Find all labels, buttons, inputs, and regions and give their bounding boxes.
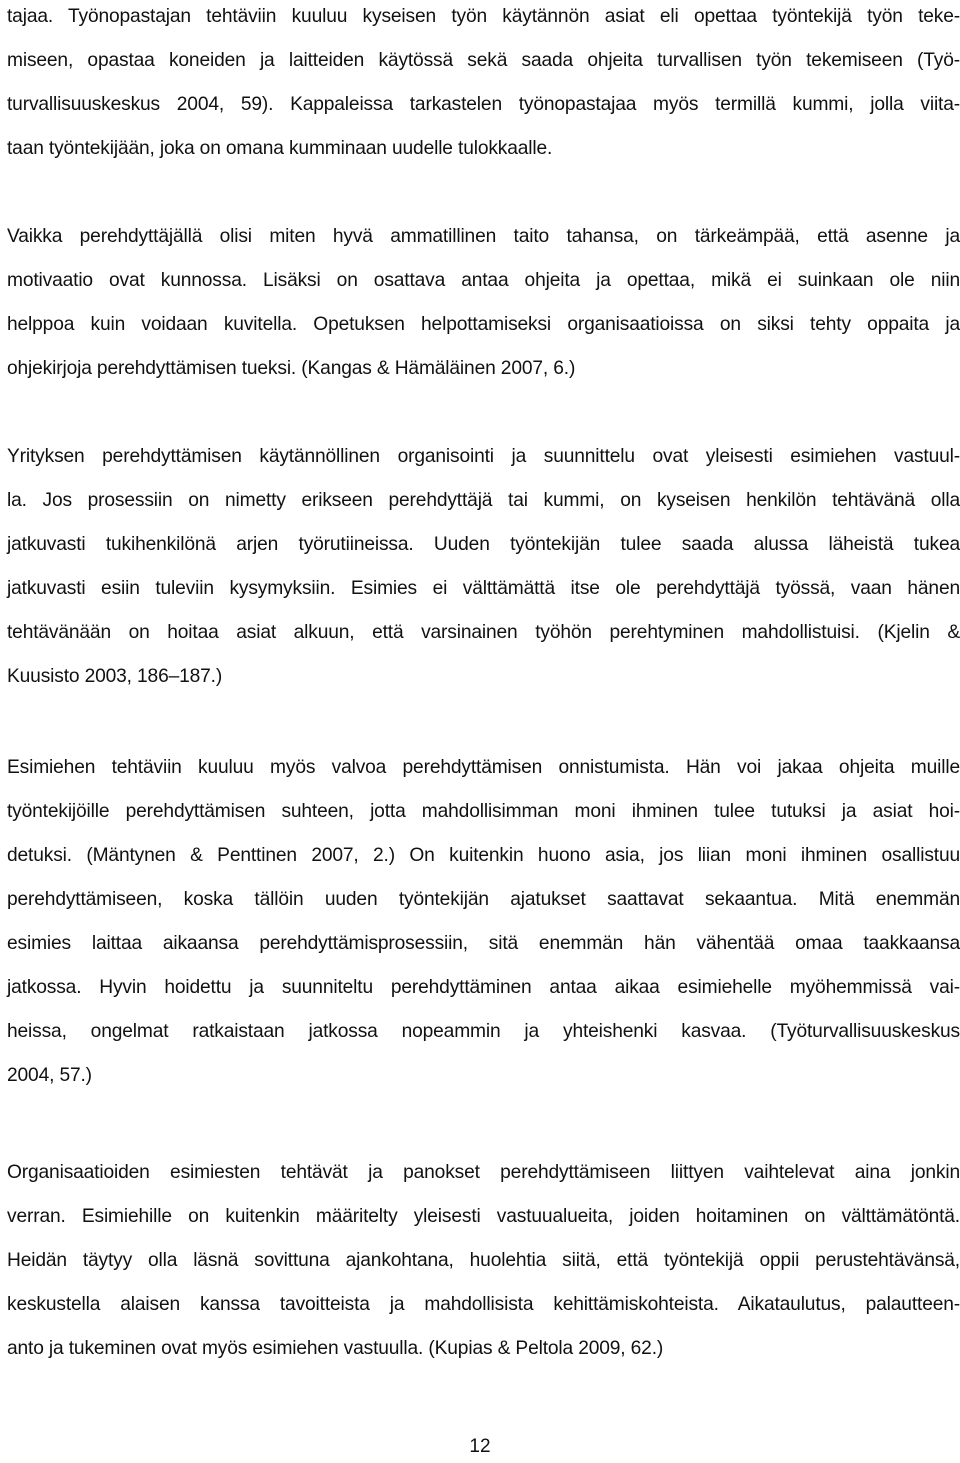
text-line: perehdyttämiseen, koska tällöin uuden työntekijän ajatukset saattavat sekaantua. Mitä enemmän <box>7 889 960 910</box>
paragraph-2 <box>7 215 960 391</box>
text-line: detuksi. (Mäntynen & Penttinen 2007, 2.) On kuitenkin huono asia, jos liian moni ihminen osallistuu <box>7 845 960 866</box>
text-line: tajaa. Työnopastajan tehtäviin kuuluu kyseisen työn käytännön asiat eli opettaa työntekijä työn teke- <box>7 6 960 27</box>
text-line: Heidän täytyy olla läsnä sovittuna ajankohtana, huolehtia siitä, että työntekijä oppii perustehtävänsä, <box>7 1250 960 1271</box>
text-line: miseen, opastaa koneiden ja laitteiden käytössä sekä saada ohjeita turvallisen työn tekemiseen (Työ- <box>7 50 960 71</box>
page-number: 12 <box>469 1436 491 1457</box>
text-line: keskustella alaisen kanssa tavoitteista ja mahdollisista kehittämiskohteista. Aikataulutus, palautteen- <box>7 1294 960 1315</box>
text-line: työntekijöille perehdyttämisen suhteen, jotta mahdollisimman moni ihminen tulee tutuksi ja asiat hoi- <box>7 801 960 822</box>
text-line: Yrityksen perehdyttämisen käytännöllinen organisointi ja suunnittelu ovat yleisesti esimiehen vastuul- <box>7 446 960 467</box>
text-line: 2004, 57.) <box>7 1065 92 1086</box>
text-line: heissa, ongelmat ratkaistaan jatkossa nopeammin ja yhteishenki kasvaa. (Työturvallisuuskeskus <box>7 1021 960 1042</box>
text-line: jatkuvasti tukihenkilönä arjen työrutiineissa. Uuden työntekijän tulee saada alussa läheistä tukea <box>7 534 960 555</box>
text-line: taan työntekijään, joka on omana kumminaan uudelle tulokkaalle. <box>7 138 553 159</box>
text-line: motivaatio ovat kunnossa. Lisäksi on osattava antaa ohjeita ja opettaa, mikä ei suinkaan ole niin <box>7 270 960 291</box>
text-line: tehtävänään on hoitaa asiat alkuun, että varsinainen työhön perehtyminen mahdollistuisi. (Kjelin & <box>7 622 960 643</box>
text-line: verran. Esimiehille on kuitenkin määritelty yleisesti vastuualueita, joiden hoitaminen on välttämätöntä. <box>7 1206 960 1227</box>
text-line: anto ja tukeminen ovat myös esimiehen vastuulla. (Kupias & Peltola 2009, 62.) <box>7 1338 664 1359</box>
text-line: Organisaatioiden esimiesten tehtävät ja panokset perehdyttämiseen liittyen vaihtelevat aina jonkin <box>7 1162 960 1183</box>
paragraph-5 <box>7 1151 960 1371</box>
text-line: Vaikka perehdyttäjällä olisi miten hyvä ammatillinen taito tahansa, on tärkeämpää, että asenne ja <box>7 226 960 247</box>
text-line: la. Jos prosessiin on nimetty erikseen perehdyttäjä tai kummi, on kyseisen henkilön tehtävänä olla <box>7 490 960 511</box>
text-line: Kuusisto 2003, 186–187.) <box>7 666 223 687</box>
document-page <box>7 0 960 1463</box>
text-line: jatkuvasti esiin tuleviin kysymyksiin. Esimies ei välttämättä itse ole perehdyttäjä työssä, vaan hänen <box>7 578 960 599</box>
paragraph-4 <box>7 746 960 1098</box>
text-line: ohjekirjoja perehdyttämisen tueksi. (Kangas & Hämäläinen 2007, 6.) <box>7 358 576 379</box>
text-line: jatkossa. Hyvin hoidettu ja suunniteltu perehdyttäminen antaa aikaa esimiehelle myöhemmissä vai- <box>7 977 960 998</box>
text-line: turvallisuuskeskus 2004, 59). Kappaleissa tarkastelen työnopastajaa myös termillä kummi, jolla viita- <box>7 94 960 115</box>
text-line: helppoa kuin voidaan kuvitella. Opetuksen helpottamiseksi organisaatioissa on siksi tehty oppaita ja <box>7 314 960 335</box>
paragraph-3 <box>7 435 960 699</box>
paragraph-1 <box>7 0 960 171</box>
text-line: esimies laittaa aikaansa perehdyttämisprosessiin, sitä enemmän hän vähentää omaa taakkaansa <box>7 933 960 954</box>
text-line: Esimiehen tehtäviin kuuluu myös valvoa perehdyttämisen onnistumista. Hän voi jakaa ohjeita muille <box>7 757 960 778</box>
